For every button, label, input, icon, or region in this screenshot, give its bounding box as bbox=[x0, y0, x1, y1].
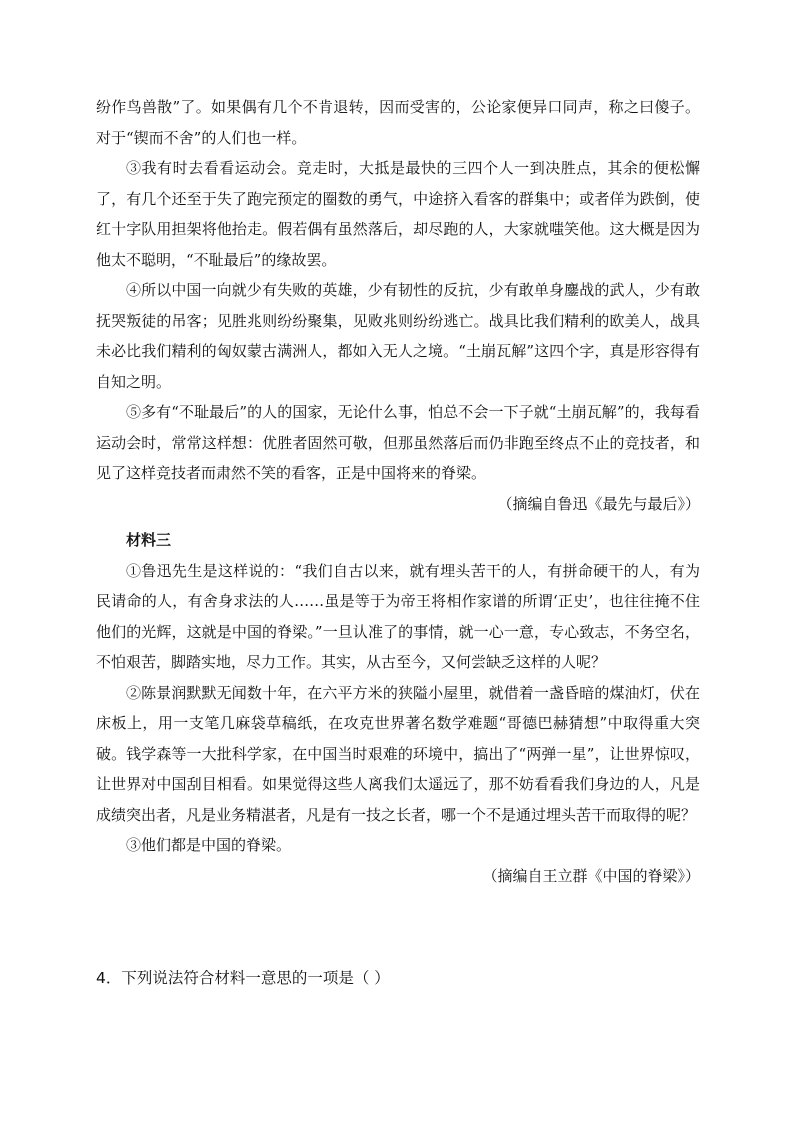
material3-source: （摘编自王立群《中国的脊梁》） bbox=[482, 866, 700, 885]
material3-paragraph-2: ②陈景润默默无闻数十年，在六平方米的狭隘小屋里，就借着一盏昏暗的煤油灯，伏在床板上，用一支笔几麻袋草稿纸，在攻克世界著名数学难题“哥德巴赫猜想”中取得重大突破。钱学森等一大批科学家，在中国当时艰难的环境中，搞出了“两弹一星”，让世界惊叹，让世界对中国刮目相看。如果觉得这些人离我们太遥远了，那不妨看看我们身边的人，凡是成绩突出者，凡是业务精湛者，凡是有一技之长者，哪一个不是通过埋头苦干而取得的呢？ bbox=[96, 683, 700, 824]
passage-body bbox=[96, 92, 700, 891]
material2-source: （摘编自鲁迅《最先与最后》） bbox=[497, 494, 700, 513]
material2-continued-paragraph: 纷作鸟兽散”了。如果偶有几个不肯退转，因而受害的，公论家便异口同声，称之曰傻子。对于“锲而不舍”的人们也一样。 bbox=[96, 98, 700, 147]
material3-heading: 材料三 bbox=[126, 531, 172, 549]
material3-paragraph-1: ①鲁迅先生是这样说的：“我们自古以来，就有埋头苦干的人，有拼命硬干的人，有为民请命的人，有舍身求法的人……虽是等于为帝王将相作家谱的所谓‘正史’，也往往掩不住他们的光辉，这就是中国的脊梁。”一旦认准了的事情，就一心一意，专心致志，不务空名，不怕艰苦，脚踏实地，尽力工作。其实，从古至今，又何尝缺乏这样的人呢？ bbox=[96, 561, 700, 671]
material3-paragraph-3: ③他们都是中国的脊梁。 bbox=[126, 836, 292, 854]
question-4: 4．下列说法符合材料一意思的一项是（ ） bbox=[96, 969, 390, 987]
material2-paragraph-4: ④所以中国一向就少有失败的英雄，少有韧性的反抗，少有敢单身鏖战的武人，少有敢抚哭叛徒的吊客；见胜兆则纷纷聚集，见败兆则纷纷逃亡。战具比我们精利的欧美人，战具未必比我们精利的匈奴蒙古满洲人，都如入无人之境。“土崩瓦解”这四个字，真是形容得有自知之明。 bbox=[96, 281, 700, 391]
material2-paragraph-5: ⑤多有“不耻最后”的人的国家，无论什么事，怕总不会一下子就“土崩瓦解”的，我每看运动会时，常常这样想：优胜者固然可敬，但那虽然落后而仍非跑至终点不止的竞技者，和见了这样竞技者而肃然不笑的看客，正是中国将来的脊梁。 bbox=[96, 403, 700, 482]
material2-paragraph-3: ③我有时去看看运动会。竞走时，大抵是最快的三四个人一到决胜点，其余的便松懈了，有几个还至于失了跑完预定的圈数的勇气，中途挤入看客的群集中；或者佯为跌倒，使红十字队用担架将他抬走。假若偶有虽然落后，却尽跑的人，大家就嗤笑他。这大概是因为他太不聪明，“不耻最后”的缘故罢。 bbox=[96, 159, 700, 269]
